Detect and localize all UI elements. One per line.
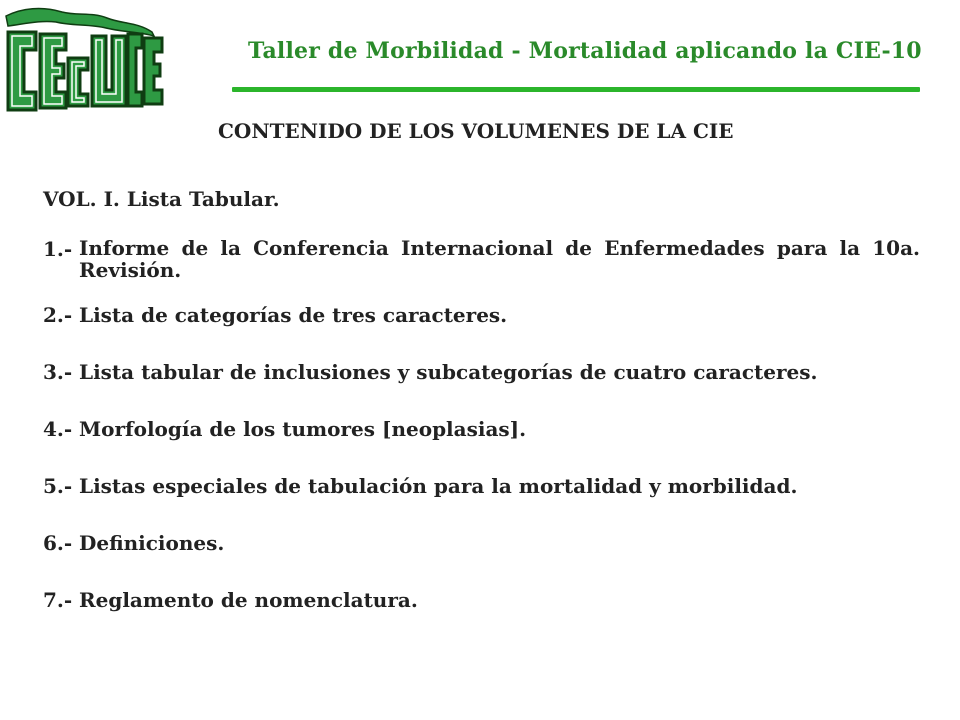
list-item <box>43 531 920 555</box>
list-item <box>43 360 920 384</box>
header-divider <box>232 87 920 92</box>
list-item-number: 7.- <box>43 588 73 612</box>
volume-content <box>43 185 920 612</box>
volume-title: VOL. I. Lista Tabular. <box>43 187 280 211</box>
logo-letter-c3 <box>128 34 142 106</box>
list-item <box>43 303 920 327</box>
logo-letter-e2 <box>144 38 162 104</box>
list-item-number: 2.- <box>43 303 73 327</box>
logo-letter-u <box>92 36 126 106</box>
list-item <box>43 417 920 441</box>
list-item-text: Informe de la Conferencia Internacional de Enfermedades para la 10a. Revisión. <box>79 236 920 282</box>
list-item-number: 1.- <box>43 237 73 261</box>
logo-letter-c1 <box>8 32 36 110</box>
list-item-text: Lista de categorías de tres caracteres. <box>79 303 508 327</box>
list-item-text: Lista tabular de inclusiones y subcategorías de cuatro caracteres. <box>79 360 818 384</box>
logo-letter-c2 <box>68 58 88 106</box>
list-item-text: Reglamento de nomenclatura. <box>79 588 418 612</box>
header-title: Taller de Morbilidad - Mortalidad aplicando la CIE-10 <box>248 38 922 64</box>
cecuce-logo <box>2 2 164 114</box>
list-item <box>43 237 920 281</box>
section-heading: CONTENIDO DE LOS VOLUMENES DE LA CIE <box>218 119 734 143</box>
list-item-number: 3.- <box>43 360 73 384</box>
list-item <box>43 588 920 612</box>
list-item-number: 6.- <box>43 531 73 555</box>
list-item <box>43 474 920 498</box>
list-item-text: Morfología de los tumores [neoplasias]. <box>79 417 527 441</box>
cecuce-logo-graphic <box>2 2 164 114</box>
list-item-number: 5.- <box>43 474 73 498</box>
logo-letter-e1 <box>40 34 66 108</box>
list-item-number: 4.- <box>43 417 73 441</box>
list-item-text: Definiciones. <box>79 531 225 555</box>
list-item-text: Listas especiales de tabulación para la mortalidad y morbilidad. <box>79 474 798 498</box>
